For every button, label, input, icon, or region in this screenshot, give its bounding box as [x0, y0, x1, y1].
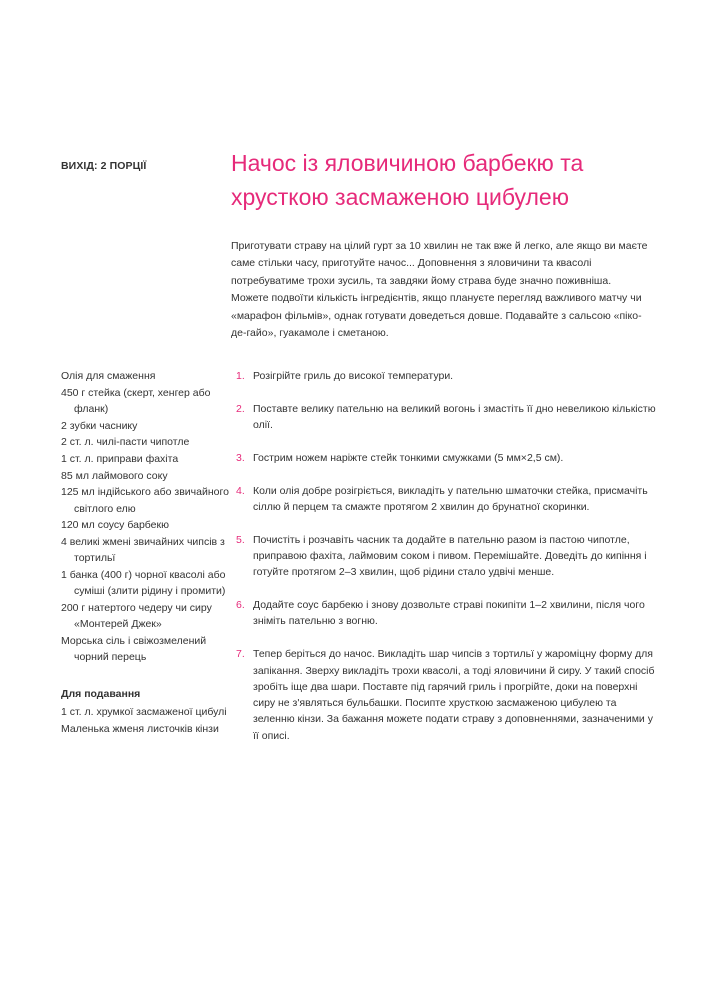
step-number: 7. — [236, 648, 245, 661]
method-step — [236, 368, 656, 384]
ingredient-item: 120 мл соусу барбекю — [61, 519, 169, 532]
step-text: Додайте соус барбекю і знову дозвольте страві покипіти 1–2 хвилини, після чого зніміть пательню з вогню. — [253, 599, 645, 628]
method-step — [236, 597, 656, 630]
serving-heading: Для подавання — [61, 688, 141, 700]
ingredient-item: Морська сіль і свіжозмелений чорний перець — [61, 634, 207, 663]
ingredients-list — [61, 368, 231, 666]
step-text: Тепер беріться до начос. Викладіть шар чипсів з тортильї у жароміцну форму для запікання. Зверху викладіть трохи квасолі, а тоді яловичини й сиру. У такий спосіб зробіть іще два шари. Поставте під гарячий гриль і прогрійте, доки на поверхні сиру не з'являться бульбашки. Посипте хрусткою засмаженою цибулею та зеленню кінзи. За бажання можете подати страву з доповненнями, зазначеними у її описі. — [253, 648, 655, 742]
recipe-intro: Приготувати страву на цілий гурт за 10 хвилин не так вже й легко, але якщо ви маєте саме стільки часу, приготуйте начос... Доповнення з яловичини та квасолі потребуватиме трохи зусиль, та завдяки йому страва буде значно поживніша. Можете подвоїти кількість інгредієнтів, якщо плануєте перегляд важливого матчу чи «марафон фільмів», однак готувати доведеться довше. Подавайте з сальсою «піко-де-гайо», гуакамоле і сметаною. — [231, 240, 648, 340]
step-number: 1. — [236, 370, 245, 382]
serving-item: 1 ст. л. хрумкої засмаженої цибулі — [61, 706, 227, 718]
step-text: Поставте велику пательню на великий вогонь і змастіть її дно невеликою кількістю олії. — [253, 402, 656, 432]
recipe-title: Начос із яловичиною барбекю та хрусткою засмаженою цибулею — [231, 150, 584, 210]
step-text: Коли олія добре розігріється, викладіть у пательню шматочки стейка, присмачіть сіллю й перцем та смажте протягом 2 хвилин до брунатної скоринки. — [253, 484, 648, 513]
ingredient-item: 85 мл лаймового соку — [61, 469, 168, 482]
step-text: Гострим ножем наріжте стейк тонкими смужками (5 мм×2,5 см). — [253, 451, 564, 464]
method-step — [236, 532, 656, 581]
ingredient-item: 125 мл індійського або звичайного світлого елю — [61, 486, 229, 515]
step-text: Почистіть і розчавіть часник та додайте в пательню разом із пастою чипотле, приправою фахіта, лаймовим соком і пивом. Перемішайте. Доведіть до кипіння і готуйте протягом 2–3 хвилин, щоб рідини стало удвічі менше. — [253, 533, 647, 579]
serving-list — [61, 704, 231, 737]
ingredient-item: 1 ст. л. приправи фахіта — [61, 453, 179, 466]
method-step — [236, 401, 656, 434]
method-step — [236, 483, 656, 516]
step-number: 3. — [236, 451, 245, 464]
ingredient-item: 4 великі жмені звичайних чипсів з тортильї — [61, 536, 225, 565]
step-number: 5. — [236, 533, 245, 546]
method-step — [236, 646, 656, 744]
ingredient-item: 2 зубки часнику — [61, 419, 138, 432]
method-step — [236, 450, 656, 466]
ingredient-item: Олія для смаження — [61, 370, 156, 382]
method-steps — [236, 368, 656, 761]
ingredient-item: 1 банка (400 г) чорної квасолі або суміші (злити рідину і промити) — [61, 568, 226, 598]
ingredient-item: 450 г стейка (скерт, хенгер або фланк) — [61, 386, 211, 415]
step-number: 6. — [236, 599, 245, 612]
step-text: Розігрійте гриль до високої температури. — [253, 370, 454, 382]
step-number: 4. — [236, 484, 245, 497]
yield-label: ВИХІД: 2 ПОРЦІЇ — [61, 160, 147, 172]
serving-item: Маленька жменя листочків кінзи — [61, 722, 219, 735]
step-number: 2. — [236, 402, 245, 415]
ingredient-item: 2 ст. л. чилі-пасти чипотле — [61, 436, 190, 449]
ingredient-item: 200 г натертого чедеру чи сиру «Монтерей Джек» — [61, 601, 212, 631]
